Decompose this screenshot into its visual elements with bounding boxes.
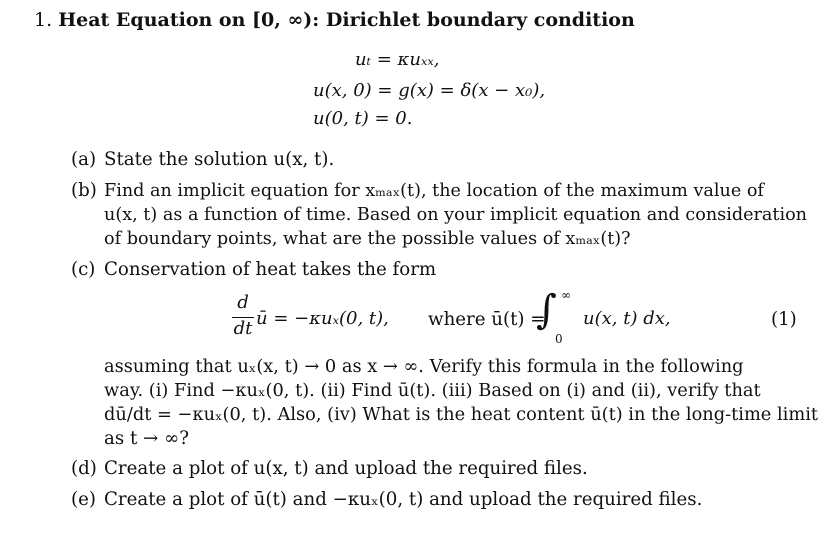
integral-sign: ∫ xyxy=(536,287,557,333)
integral-lower-limit: 0 xyxy=(555,332,563,346)
part-c-intro: Conservation of heat takes the form xyxy=(104,259,437,280)
part-c-line-4: as t → ∞? xyxy=(104,428,189,449)
part-c-line-1: assuming that uₓ(x, t) → 0 as x → ∞. Verify this formula in the following xyxy=(104,356,744,377)
part-e-text: Create a plot of ū(t) and −κuₓ(0, t) and upload the required files. xyxy=(104,489,703,510)
part-d-text: Create a plot of u(x, t) and upload the required files. xyxy=(104,458,588,479)
equation-number: (1) xyxy=(771,309,797,330)
initial-condition: u(x, 0) = g(x) = δ(x − x₀), xyxy=(313,80,546,101)
part-e-label: (e) xyxy=(71,489,96,510)
fraction-numerator: d xyxy=(237,292,249,313)
part-c-line-3: dū/dt = −κuₓ(0, t). Also, (iv) What is the heat content ū(t) in the long-time limit xyxy=(104,404,819,425)
integrand: u(x, t) dx, xyxy=(583,308,671,329)
part-a-text: State the solution u(x, t). xyxy=(104,149,335,170)
problem-number: 1. xyxy=(34,9,53,31)
fraction-denominator: dt xyxy=(233,318,253,339)
part-c-label: (c) xyxy=(71,259,96,280)
part-a-label: (a) xyxy=(71,149,97,170)
where-clause: where ū(t) = xyxy=(428,309,546,330)
part-b-line-3: of boundary points, what are the possible values of xₘₐₓ(t)? xyxy=(104,229,631,249)
part-b-line-1: Find an implicit equation for xₘₐₓ(t), the location of the maximum value of xyxy=(104,181,764,201)
part-d-label: (d) xyxy=(71,458,97,479)
problem-title: Heat Equation on [0, ∞): Dirichlet boundary condition xyxy=(58,9,635,31)
boundary-condition: u(0, t) = 0. xyxy=(313,108,413,129)
part-b-label: (b) xyxy=(71,180,97,201)
governing-equation: uₜ = κuₓₓ, xyxy=(355,49,440,70)
part-c-line-2: way. (i) Find −κuₓ(0, t). (ii) Find ū(t). (iii) Based on (i) and (ii), verify that xyxy=(104,380,761,401)
conservation-lhs: ū = −κuₓ(0, t), xyxy=(256,308,389,329)
part-b-line-2: u(x, t) as a function of time. Based on your implicit equation and consideration xyxy=(104,205,808,225)
problem-heading xyxy=(34,9,635,31)
integral-upper-limit: ∞ xyxy=(561,288,571,302)
